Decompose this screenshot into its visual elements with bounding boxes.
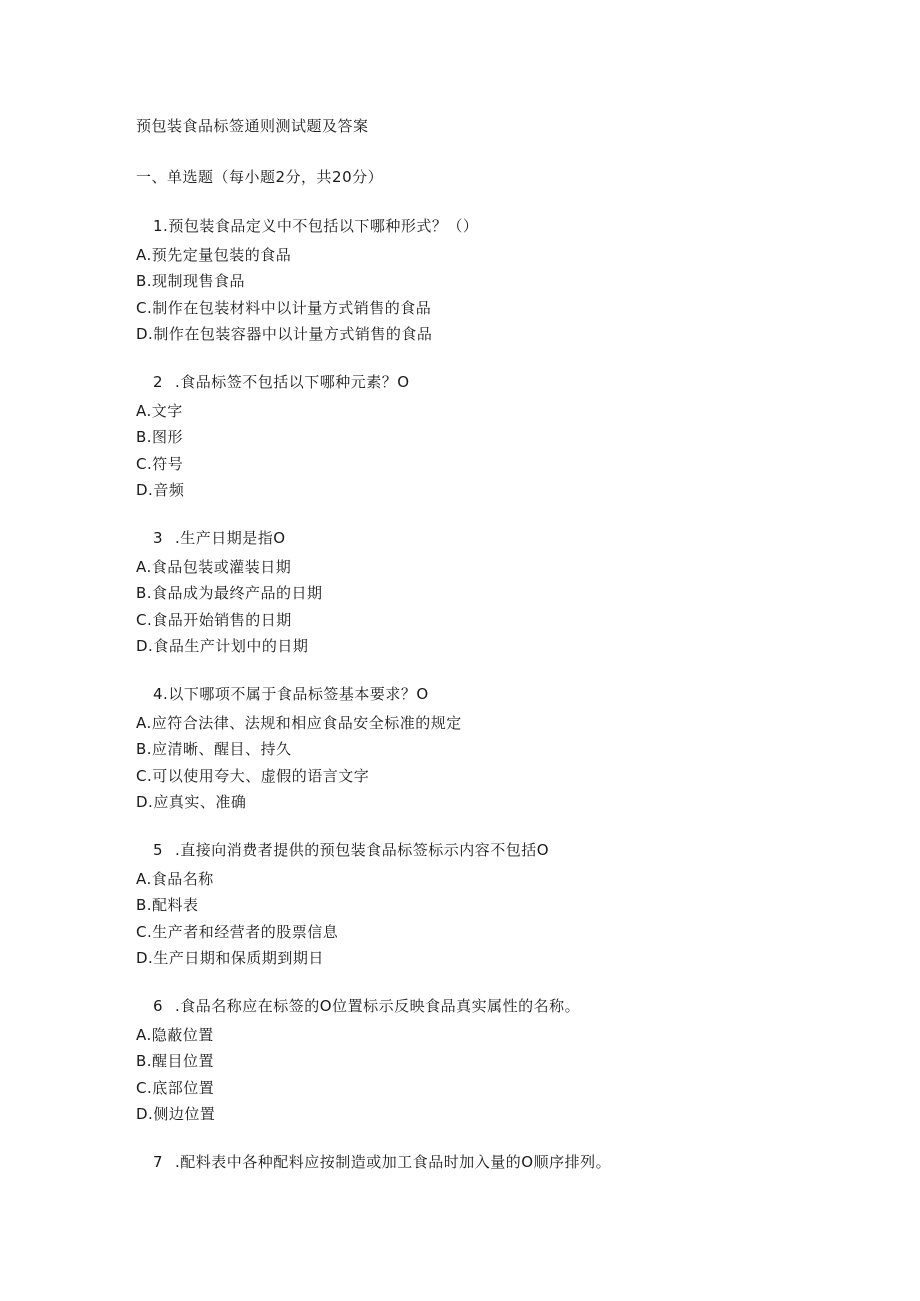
question-stem: .食品名称应在标签的O位置标示反映食品真实属性的名称。: [175, 997, 581, 1015]
option-d: D.音频: [136, 480, 185, 499]
section-heading: 一、单选题（每小题2分，共20分）: [136, 168, 384, 186]
option-d: D.生产日期和保质期到期日: [136, 948, 324, 967]
question-stem: .食品标签不包括以下哪种元素？O: [175, 373, 410, 391]
question-text: [136, 372, 836, 392]
option-b: B.醒目位置: [136, 1052, 215, 1071]
option-c: C.制作在包装材料中以计量方式销售的食品: [136, 298, 432, 317]
option-a: A.隐蔽位置: [136, 1026, 214, 1044]
question-6: [136, 996, 836, 1127]
question-stem: 预包装食品定义中不包括以下哪种形式？（）: [168, 217, 479, 235]
option-list: [136, 1022, 836, 1127]
question-stem: .直接向消费者提供的预包装食品标签标示内容不包括O: [175, 841, 550, 859]
option-b: B.应清晰、醒目、持久: [136, 740, 292, 759]
question-number: 1.: [153, 217, 169, 235]
question-text: [136, 684, 836, 704]
question-number: 7: [153, 1153, 164, 1171]
question-text: [136, 1152, 836, 1172]
option-d: D.食品生产计划中的日期: [136, 636, 309, 655]
question-number: 6: [153, 997, 164, 1015]
question-number: 3: [153, 529, 164, 547]
option-c: C.食品开始销售的日期: [136, 610, 292, 629]
option-a: A.预先定量包装的食品: [136, 246, 292, 264]
question-stem: 以下哪项不属于食品标签基本要求？O: [168, 685, 429, 703]
option-list: [136, 554, 836, 659]
option-list: [136, 710, 836, 815]
question-number: 5: [153, 841, 164, 859]
option-b: B.配料表: [136, 896, 199, 915]
option-a: A.文字: [136, 402, 183, 420]
option-a: A.食品包装或灌装日期: [136, 558, 292, 576]
question-2: [136, 372, 836, 503]
question-1: [136, 216, 836, 347]
document-title: 预包装食品标签通则测试题及答案: [136, 117, 369, 135]
question-stem: .配料表中各种配料应按制造或加工食品时加入量的O顺序排列。: [175, 1153, 612, 1171]
option-list: [136, 866, 836, 971]
option-a: A.应符合法律、法规和相应食品安全标准的规定: [136, 714, 462, 732]
option-d: D.侧边位置: [136, 1104, 216, 1123]
question-number: 2: [153, 373, 164, 391]
question-text: [136, 528, 836, 548]
question-text: [136, 996, 836, 1016]
question-text: [136, 840, 836, 860]
option-a: A.食品名称: [136, 870, 214, 888]
option-c: C.底部位置: [136, 1078, 215, 1097]
question-stem: .生产日期是指O: [175, 529, 286, 547]
option-b: B.现制现售食品: [136, 272, 246, 291]
question-4: [136, 684, 836, 815]
option-d: D.制作在包装容器中以计量方式销售的食品: [136, 324, 433, 343]
question-7: [136, 1152, 836, 1172]
option-list: [136, 242, 836, 347]
option-c: C.可以使用夸大、虚假的语言文字: [136, 766, 370, 785]
question-text: [136, 216, 836, 236]
question-number: 4.: [153, 685, 169, 703]
option-b: B.食品成为最终产品的日期: [136, 584, 323, 603]
question-3: [136, 528, 836, 659]
option-c: C.生产者和经营者的股票信息: [136, 922, 339, 941]
option-c: C.符号: [136, 454, 184, 473]
option-d: D.应真实、准确: [136, 792, 247, 811]
option-b: B.图形: [136, 428, 184, 447]
option-list: [136, 398, 836, 503]
question-5: [136, 840, 836, 971]
